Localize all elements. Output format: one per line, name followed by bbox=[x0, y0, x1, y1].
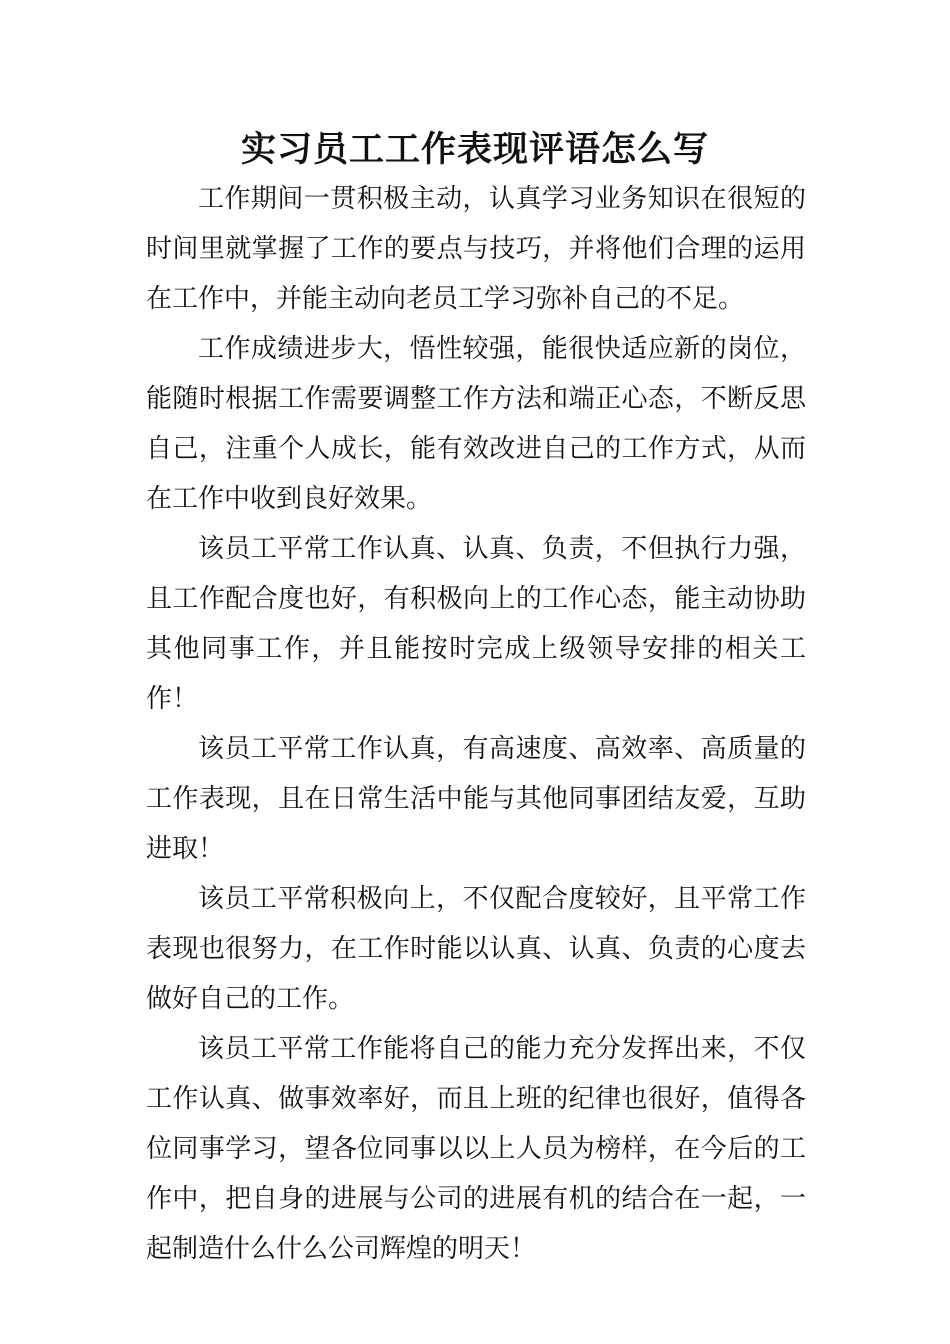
paragraph-2: 工作成绩进步大，悟性较强，能很快适应新的岗位，能随时根据工作需要调整工作方法和端正心态，不断反思自己，注重个人成长，能有效改进自己的工作方式，从而在工作中收到良好效果。 bbox=[146, 334, 806, 514]
paragraph-6: 该员工平常工作能将自己的能力充分发挥出来，不仅工作认真、做事效率好，而且上班的纪律也很好，值得各位同事学习，望各位同事以以上人员为榜样，在今后的工作中，把自身的进展与公司的进展有机的结合在一起，一起制造什么什么公司辉煌的明天！ bbox=[146, 1034, 806, 1264]
paragraph-4: 该员工平常工作认真，有高速度、高效率、高质量的工作表现，且在日常生活中能与其他同事团结友爱，互助进取！ bbox=[146, 734, 806, 864]
paragraph-5: 该员工平常积极向上，不仅配合度较好，且平常工作表现也很努力，在工作时能以认真、认真、负责的心度去做好自己的工作。 bbox=[146, 884, 806, 1014]
paragraph-1: 工作期间一贯积极主动，认真学习业务知识在很短的时间里就掌握了工作的要点与技巧，并将他们合理的运用在工作中，并能主动向老员工学习弥补自己的不足。 bbox=[146, 184, 806, 314]
document-body bbox=[146, 174, 806, 1274]
paragraph-3: 该员工平常工作认真、认真、负责，不但执行力强，且工作配合度也好，有积极向上的工作心态，能主动协助其他同事工作，并且能按时完成上级领导安排的相关工作！ bbox=[146, 534, 806, 714]
document-title: 实习员工工作表现评语怎么写 bbox=[240, 129, 709, 170]
